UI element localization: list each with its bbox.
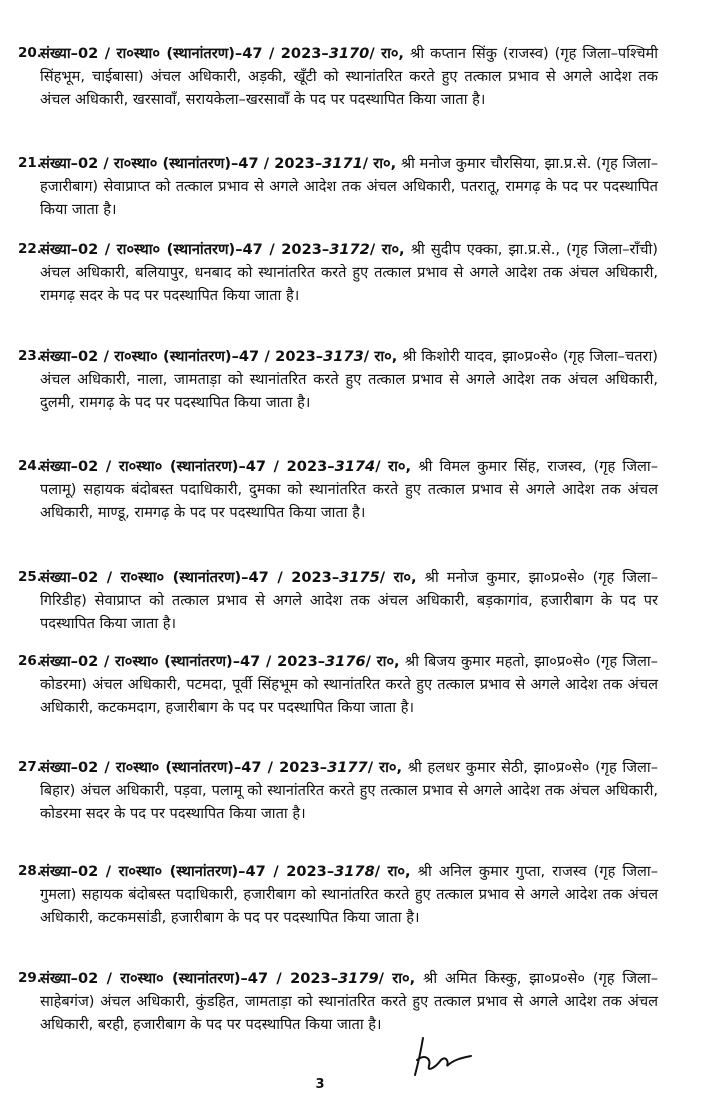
reference-prefix: संख्या–02 / रा०स्था० (स्थानांतरण)–47 / 2023– bbox=[40, 45, 329, 62]
reference-number: 3170 bbox=[328, 45, 370, 62]
signature-stroke bbox=[415, 1038, 471, 1075]
entry-text bbox=[40, 345, 658, 414]
reference-prefix: संख्या–02 / रा०स्था० (स्थानांतरण)–47 / 2023– bbox=[40, 241, 330, 258]
entry-number: 26. bbox=[18, 653, 42, 669]
reference-suffix: / रा०, bbox=[374, 863, 411, 880]
reference-suffix: / रा०, bbox=[365, 653, 400, 670]
reference-suffix: / रा०, bbox=[363, 348, 398, 365]
order-entry-27 bbox=[18, 756, 658, 825]
reference-suffix: / रा०, bbox=[379, 569, 417, 586]
entry-number: 22. bbox=[18, 241, 42, 257]
entry-number: 23. bbox=[18, 348, 42, 364]
reference-suffix: / रा०, bbox=[367, 759, 403, 776]
reference-number: 3173 bbox=[323, 348, 364, 365]
entry-text bbox=[40, 650, 658, 719]
entry-number: 28. bbox=[18, 863, 42, 879]
entry-body: श्री अमित किस्कु, झा०प्र०से० (गृह जिला–साहेबगंज) अंचल अधिकारी, कुंडहित, जामताड़ा को स्थानांतरित करते हुए तत्काल प्रभाव से अगले आदेश तक अंचल अधिकारी, बरही, हजारीबाग के पद पर पदस्थापित किया जाता है। bbox=[40, 970, 658, 1033]
entry-text bbox=[40, 455, 658, 524]
order-entry-21 bbox=[18, 152, 658, 221]
entry-body: श्री विमल कुमार सिंह, राजस्व, (गृह जिला–पलामू) सहायक बंदोबस्त पदाधिकारी, दुमका को स्थानांतरित करते हुए तत्काल प्रभाव से अगले आदेश तक अंचल अधिकारी, माण्डू, रामगढ़ के पद पर पदस्थापित किया जाता है। bbox=[40, 458, 658, 521]
entry-text bbox=[40, 238, 658, 307]
reference-number: 3171 bbox=[322, 155, 363, 172]
entry-body: श्री हलधर कुमार सेठी, झा०प्र०से० (गृह जिला–बिहार) अंचल अधिकारी, पड़वा, पलामू को स्थानांतरित करते हुए तत्काल प्रभाव से अगले आदेश तक अंचल अधिकारी, कोडरमा सदर के पद पर पदस्थापित किया जाता है। bbox=[40, 759, 658, 822]
entry-number: 24. bbox=[18, 458, 42, 474]
entry-body: श्री अनिल कुमार गुप्ता, राजस्व (गृह जिला–गुमला) सहायक बंदोबस्त पदाधिकारी, हजारीबाग को स्थानांतरित करते हुए तत्काल प्रभाव से अगले आदेश तक अंचल अधिकारी, कटकमसांडी, हजारीबाग के पद पर पदस्थापित किया जाता है। bbox=[40, 863, 659, 926]
order-entry-26 bbox=[18, 650, 658, 719]
reference-suffix: / रा०, bbox=[378, 970, 416, 987]
entry-body: श्री मनोज कुमार, झा०प्र०से० (गृह जिला–गिरिडीह) सेवाप्राप्त को तत्काल प्रभाव से अगले आदेश तक अंचल अधिकारी, बड़कागांव, हजारीबाग के पद पर पदस्थापित किया जाता है। bbox=[40, 569, 658, 632]
entry-number: 29. bbox=[18, 970, 42, 986]
reference-suffix: / रा०, bbox=[369, 45, 404, 62]
entry-number: 21. bbox=[18, 155, 42, 171]
reference-number: 3176 bbox=[325, 653, 366, 670]
reference-prefix: संख्या–02 / रा०स्था० (स्थानांतरण)–47 / 2023– bbox=[40, 970, 338, 987]
reference-number: 3174 bbox=[334, 458, 376, 475]
entry-body: श्री मनोज कुमार चौरसिया, झा.प्र.से. (गृह जिला–हजारीबाग) सेवाप्राप्त को तत्काल प्रभाव से अगले आदेश तक अंचल अधिकारी, पतरातू, रामगढ़ के पद पर पदस्थापित किया जाता है। bbox=[40, 155, 658, 218]
entry-body: श्री कप्तान सिंकु (राजस्व) (गृह जिला–पश्चिमी सिंहभूम, चाईबासा) अंचल अधिकारी, अड़की, खूँटी को स्थानांतरित करते हुए तत्काल प्रभाव से अगले आदेश तक अंचल अधिकारी, खरसावाँ, सरायकेला–खरसावाँ के पद पर पदस्थापित किया जाता है। bbox=[40, 45, 658, 108]
order-entry-22 bbox=[18, 238, 658, 307]
entry-number: 25. bbox=[18, 569, 42, 585]
order-entry-25 bbox=[18, 566, 658, 635]
order-entry-28 bbox=[18, 860, 658, 929]
entry-text bbox=[40, 860, 658, 929]
entry-body: श्री सुदीप एक्का, झा.प्र.से., (गृह जिला–राँची) अंचल अधिकारी, बलियापुर, धनबाद को स्थानांतरित करते हुए तत्काल प्रभाव से अगले आदेश तक अंचल अधिकारी, रामगढ़ सदर के पद पर पदस्थापित किया जाता है। bbox=[40, 241, 658, 304]
reference-number: 3179 bbox=[338, 970, 379, 987]
reference-suffix: / रा०, bbox=[369, 241, 405, 258]
page-number: 3 bbox=[315, 1077, 325, 1092]
reference-suffix: / रा०, bbox=[362, 155, 397, 172]
reference-prefix: संख्या–02 / रा०स्था० (स्थानांतरण)–47 / 2023– bbox=[40, 759, 328, 776]
reference-prefix: संख्या–02 / रा०स्था० (स्थानांतरण)–47 / 2023– bbox=[40, 569, 340, 586]
entry-text bbox=[40, 566, 658, 635]
order-entry-23 bbox=[18, 345, 658, 414]
entry-text bbox=[40, 152, 658, 221]
reference-number: 3177 bbox=[327, 759, 368, 776]
signature-mark bbox=[405, 1030, 475, 1080]
entry-body: श्री किशोरी यादव, झा०प्र०से० (गृह जिला–चतरा) अंचल अधिकारी, नाला, जामताड़ा को स्थानांतरित करते हुए तत्काल प्रभाव से अगले आदेश तक अंचल अधिकारी, दुलमी, रामगढ़ के पद पर पदस्थापित किया जाता है। bbox=[40, 348, 658, 411]
reference-prefix: संख्या–02 / रा०स्था० (स्थानांतरण)–47 / 2023– bbox=[40, 348, 324, 365]
order-entry-29 bbox=[18, 967, 658, 1036]
entry-number: 20. bbox=[18, 45, 42, 61]
reference-prefix: संख्या–02 / रा०स्था० (स्थानांतरण)–47 / 2023– bbox=[40, 458, 335, 475]
entry-number: 27. bbox=[18, 759, 42, 775]
reference-number: 3172 bbox=[329, 241, 370, 258]
reference-number: 3175 bbox=[339, 569, 380, 586]
order-entry-24 bbox=[18, 455, 658, 524]
entry-text bbox=[40, 967, 658, 1036]
order-entry-20 bbox=[18, 42, 658, 111]
entry-body: श्री बिजय कुमार महतो, झा०प्र०से० (गृह जिला–कोडरमा) अंचल अधिकारी, पटमदा, पूर्वी सिंहभूम को स्थानांतरित करते हुए तत्काल प्रभाव से अगले आदेश तक अंचल अधिकारी, कटकमदाग, हजारीबाग के पद पर पदस्थापित किया जाता है। bbox=[40, 653, 658, 716]
entry-text bbox=[40, 756, 658, 825]
reference-prefix: संख्या–02 / रा०स्था० (स्थानांतरण)–47 / 2023– bbox=[40, 155, 323, 172]
reference-prefix: संख्या–02 / रा०स्था० (स्थानांतरण)–47 / 2023– bbox=[40, 863, 335, 880]
reference-suffix: / रा०, bbox=[375, 458, 412, 475]
reference-number: 3178 bbox=[334, 863, 375, 880]
entry-text bbox=[40, 42, 658, 111]
reference-prefix: संख्या–02 / रा०स्था० (स्थानांतरण)–47 / 2023– bbox=[40, 653, 326, 670]
